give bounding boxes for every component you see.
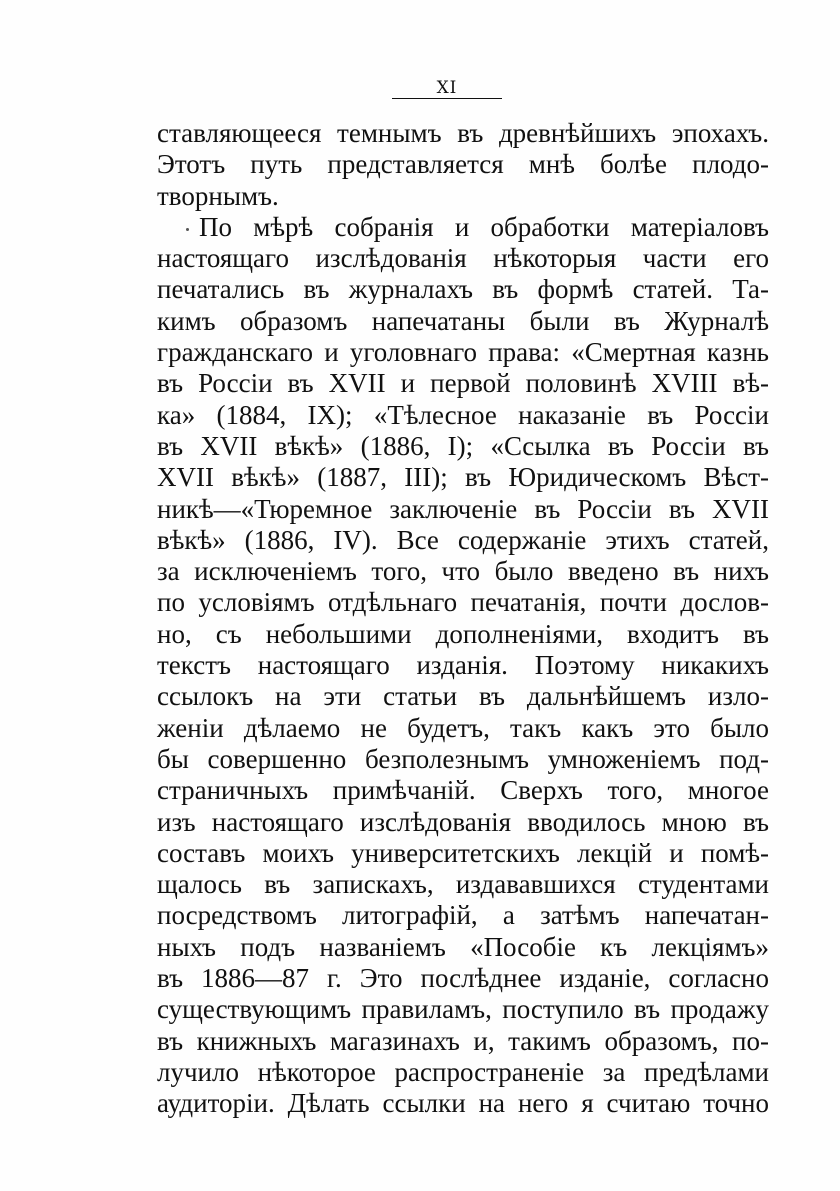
text-line: ныхъ подъ названіемъ «Пособіе къ лекціямъ»	[157, 931, 769, 962]
text-line: страничныхъ примѣчаній. Сверхъ того, многое	[157, 775, 769, 806]
page-number: XI	[436, 78, 458, 98]
text-line: XVII вѣкѣ» (1887, III); въ Юридическомъ Вѣст-	[157, 462, 769, 493]
text-line: существующимъ правиламъ, поступило въ продажу	[157, 994, 769, 1025]
text-line: изъ настоящаго изслѣдованія вводилось мною въ	[157, 806, 769, 837]
text-line: женіи дѣлаемо не будетъ, такъ какъ это было	[157, 712, 769, 743]
text-line: печатались въ журналахъ въ формѣ статей. Та-	[157, 274, 769, 305]
body-text	[157, 118, 769, 1120]
text-line: бы совершенно безполезнымъ умноженіемъ под-	[157, 743, 769, 774]
text-line: гражданскаго и уголовнаго права: «Смертная казнь	[157, 337, 769, 368]
text-line: По мѣрѣ собранія и обработки матеріаловъ	[199, 211, 769, 242]
text-line: въ Россіи въ XVII и первой половинѣ XVIII вѣ-	[157, 368, 769, 399]
text-line: составъ моихъ университетскихъ лекцій и помѣ-	[157, 837, 769, 868]
text-line: никѣ—«Тюремное заключеніе въ Россіи въ XVII	[157, 493, 769, 524]
text-line: въ 1886—87 г. Это послѣднее изданіе, согласно	[157, 963, 769, 994]
text-line: ссылокъ на эти статьи въ дальнѣйшемъ изло-	[157, 681, 769, 712]
header-rule	[392, 98, 502, 99]
text-line: аудиторіи. Дѣлать ссылки на него я считаю точно	[157, 1088, 769, 1119]
text-line: текстъ настоящаго изданія. Поэтому никакихъ	[157, 650, 769, 681]
text-line: въ книжныхъ магазинахъ и, такимъ образомъ, по-	[157, 1025, 769, 1056]
text-line: лучило нѣкоторое распространеніе за предѣлами	[157, 1056, 769, 1087]
text-line: посредствомъ литографій, а затѣмъ напечатан-	[157, 900, 769, 931]
text-line: ка» (1884, IX); «Тѣлесное наказаніе въ Россіи	[157, 399, 769, 430]
text-line: ставляющееся темнымъ въ древнѣйшихъ эпохахъ.	[157, 118, 769, 148]
text-line: въ XVII вѣкѣ» (1886, I); «Ссылка въ Россіи въ	[157, 430, 769, 461]
text-line: но, съ небольшими дополненіями, входитъ въ	[157, 618, 769, 649]
text-line: настоящаго изслѣдованія нѣкоторыя части его	[157, 243, 769, 274]
text-line: за исключеніемъ того, что было введено въ нихъ	[157, 556, 769, 587]
text-line: вѣкѣ» (1886, IV). Все содержаніе этихъ статей,	[157, 524, 769, 555]
text-line: творнымъ.	[157, 180, 279, 211]
text-line: Этотъ путь представляется мнѣ болѣе плодо-	[157, 149, 769, 180]
text-line: по условіямъ отдѣльнаго печатанія, почти дослов-	[157, 587, 769, 618]
text-line: кимъ образомъ напечатаны были въ Журналѣ	[157, 305, 769, 336]
text-line: щалось въ запискахъ, издававшихся студентами	[157, 869, 769, 900]
